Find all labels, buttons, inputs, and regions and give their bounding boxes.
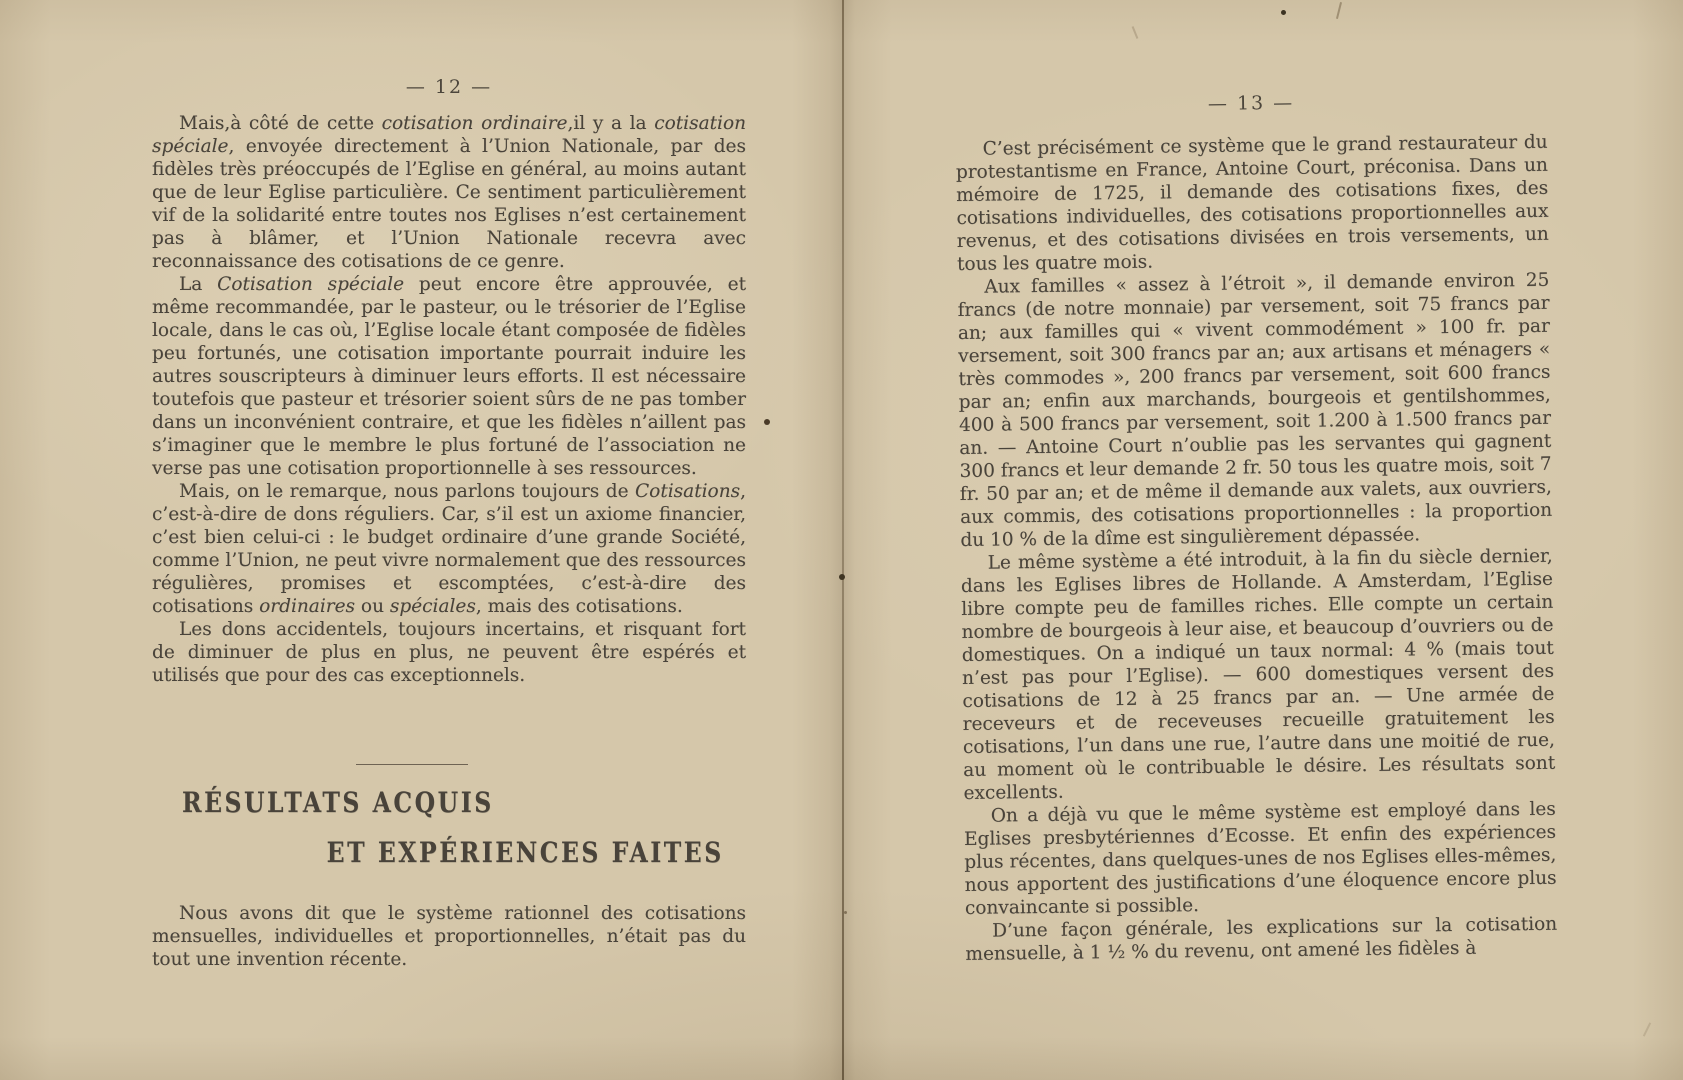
paragraph: Nous avons dit que le système rationnel des cotisations mensuelles, individuelles et proportionnelles, n’était pas du tout une invention récente. [152,903,746,970]
paper-speck [764,419,770,425]
paragraph: C’est précisément ce système que le grand restaurateur du protestantisme en France, Antoine Court, préconisa. Dans un mémoire de 1725, il demande des cotisations fixes, des cotisations individuelles, des cotisations proportionnelles aux revenus, et des cotisations divisées en trois versements, un tous les quatre mois. [955,131,1549,275]
page-number-right: — 13 — [1207,91,1295,115]
page-13-body-text [956,131,1558,966]
paragraph: Mais, on le remarque, nous parlons toujours de Cotisations, c’est-à-dire de dons réguliers. Car, s’il est un axiome financier, c’est bien celui-ci : le budget ordinaire d’une grande Société, comme l’Union, ne peut vivre normalement que des ressources régulières, promises et escomptées, c’est-à-dire des cotisations ordinaires ou spéciales, mais des cotisations. [152,481,746,617]
paper-fiber-mark [1132,26,1139,39]
page-13 [955,89,1559,1046]
page-12 [152,76,746,1036]
section-heading-line2: ET EXPÉRIENCES FAITES [326,836,724,869]
paragraph: Les dons accidentels, toujours incertains, et risquant fort de diminuer de plus en plus, ne peuvent être espérés et utilisés que pour des cas exceptionnels. [152,619,746,686]
paragraph: D’une façon générale, les explications sur la cotisation mensuelle, à 1 ½ % du revenu, ont amené les fidèles à [965,913,1558,965]
paragraph: Mais,à côté de cette cotisation ordinaire,il y a la cotisation spéciale, envoyée directement à l’Union Nationale, par des fidèles très préoccupés de l’Eglise en général, au moins autant que de leur Eglise particulière. Ce sentiment particulièrement vif de la solidarité entre toutes nos Eglises n’est certainement pas à blâmer, et l’Union Nationale recevra avec reconnaissance des cotisations de ce genre. [152,113,746,272]
paper-fiber-mark [1336,2,1342,19]
page-number-left: — 12 — [405,76,493,98]
page-12-closing-text [152,902,746,971]
paragraph: Le même système a été introduit, à la fin du siècle dernier, dans les Eglises libres de Hollande. A Amsterdam, l’Eglise libre compte peu de familles riches. Elle compte un certain nombre de bourgeois à leur aise, et beaucoup d’ouvriers ou de domestiques. On a indiqué un taux normal: 4 % (mais tout n’est pas pour l’Eglise). — 600 domestiques versent des cotisations de 12 à 25 francs par an. — Une armée de receveurs et de receveuses recueille gratuitement les cotisations, l’un dans une rue, l’autre dans une moitié de rue, au moment où le contribuable le désire. Les résultats sont excellents. [960,545,1556,804]
paper-fiber-mark [1643,1022,1651,1036]
page-gutter-crease [842,0,844,1080]
section-divider-rule [356,764,468,765]
paper-speck [839,574,845,580]
section-heading-line1: RÉSULTATS ACQUIS [182,786,494,819]
paper-speck [844,911,847,914]
paragraph: On a déjà vu que le même système est employé dans les Eglises presbytériennes d’Ecosse. Et enfin des expériences plus récentes, dans quelques-unes de nos Eglises elles-mêmes, nous apportent des justifications d’une éloquence encore plus convaincante si possible. [963,798,1557,919]
paragraph: Aux familles « assez à l’étroit », il demande environ 25 francs (de notre monnaie) par versement, soit 75 francs par an; aux familles qui « vivent commodément » 100 fr. par versement, soit 300 francs par an; aux artisans et ménagers « très commodes », 200 francs par versement, soit 600 francs par an; enfin aux marchands, bourgeois et gentilshommes, 400 à 500 francs par versement, soit 1.200 à 1.500 francs par an. — Antoine Court n’oublie pas les servantes qui gagnent 300 francs et leur demande 2 fr. 50 tous les quatre mois, soit 7 fr. 50 par an; et de même il demande aux valets, aux ouvriers, aux commis, des cotisations proportionnelles : la proportion du 10 % de la dîme est singulièrement dépassée. [957,269,1553,551]
paper-speck [1281,10,1286,15]
page-12-body-text [152,112,746,687]
paragraph: La Cotisation spéciale peut encore être approuvée, et même recommandée, par le pasteur, ou le trésorier de l’Eglise locale, dans le cas où, l’Eglise locale étant composée de fidèles peu fortunés, une cotisation importante pourrait induire les autres souscripteurs à diminuer leurs efforts. Il est nécessaire toutefois que pasteur et trésorier soient sûrs de ne pas tomber dans un inconvénient contraire, et que les fidèles n’aillent pas s’imaginer que le membre le plus fortuné de l’association ne verse pas une cotisation proportionnelle à ses ressources. [152,274,746,479]
